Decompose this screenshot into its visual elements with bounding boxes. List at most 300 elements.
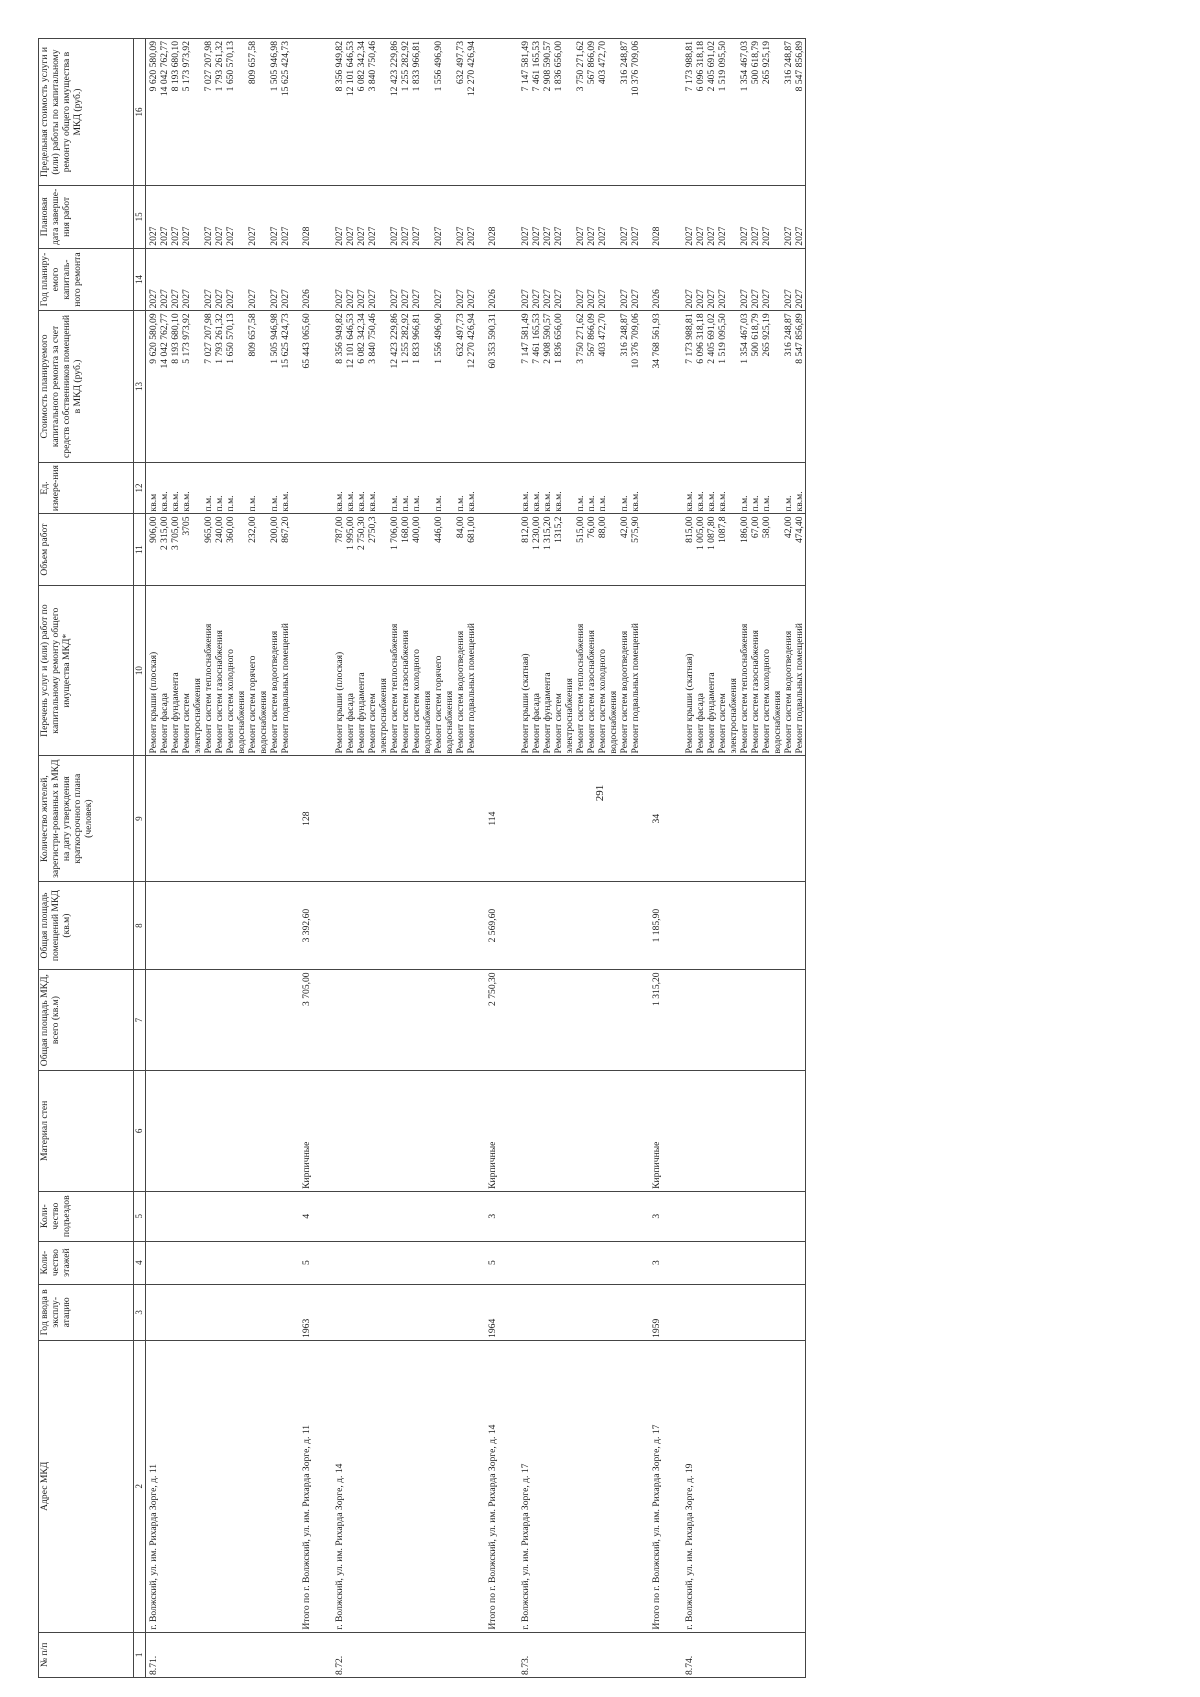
empty-cell	[717, 1241, 739, 1284]
empty-cell	[597, 1241, 619, 1284]
address-empty	[586, 1340, 597, 1632]
row-number: 8.74.	[682, 1632, 695, 1677]
row-number-empty	[739, 1632, 750, 1677]
work-year: 2027	[739, 248, 750, 311]
work-end-date: 2027	[345, 186, 356, 249]
work-name: Ремонт фундамента	[170, 672, 181, 754]
header-year-built: Год ввода в эксплу-атацию	[39, 1284, 134, 1340]
empty-cell	[332, 1241, 345, 1284]
work-cost: 1 833 966,81	[411, 311, 433, 462]
building-entrances: 3	[477, 1191, 518, 1241]
empty-cell	[682, 881, 695, 970]
empty-cell	[280, 756, 291, 881]
empty-cell	[750, 1191, 761, 1241]
work-unit: п.м.	[586, 462, 597, 514]
work-cost: 316 248,87	[619, 311, 630, 462]
empty-cell	[214, 881, 225, 970]
work-year: 2027	[750, 248, 761, 311]
empty-cell	[619, 881, 630, 970]
work-end-date: 2027	[170, 186, 181, 249]
total-empty	[477, 1632, 518, 1677]
row-number-empty	[389, 1632, 400, 1677]
empty-cell	[783, 1070, 794, 1191]
empty-cell	[345, 1284, 356, 1340]
address-empty	[225, 1340, 247, 1632]
work-row	[247, 39, 269, 1678]
work-unit: п.м.	[761, 462, 783, 514]
empty-cell	[389, 1191, 400, 1241]
empty-cell	[280, 1191, 291, 1241]
empty-cell	[225, 756, 247, 881]
total-end-date: 2028	[641, 186, 682, 249]
address-empty	[575, 1340, 586, 1632]
empty-cell	[411, 1070, 433, 1191]
empty-cell	[750, 970, 761, 1070]
work-year: 2027	[203, 248, 214, 311]
empty-cell	[455, 1070, 466, 1191]
header-address: Адрес МКД	[39, 1340, 134, 1632]
work-volume: 1 005,00	[695, 514, 706, 585]
work-name-cell	[411, 585, 433, 756]
column-number: 11	[134, 514, 146, 585]
work-year: 2027	[531, 248, 542, 311]
empty-cell	[531, 970, 542, 1070]
work-row	[400, 39, 411, 1678]
work-limit-cost: 7 147 581,49	[518, 39, 531, 186]
total-empty	[477, 462, 518, 514]
work-year: 2027	[518, 248, 531, 311]
work-year: 2027	[400, 248, 411, 311]
work-year: 2027	[706, 248, 717, 311]
address-empty	[739, 1340, 750, 1632]
work-year: 2027	[794, 248, 806, 311]
work-name-cell	[345, 585, 356, 756]
work-name-continued: водоснабжения	[772, 690, 783, 754]
address-cell: г. Волжский, ул. им. Рихарда Зорге, д. 19	[682, 1340, 695, 1632]
work-end-date: 2027	[783, 186, 794, 249]
work-limit-cost: 9 620 580,09	[146, 39, 160, 186]
work-name-continued: водоснабжения	[236, 690, 247, 754]
empty-cell	[739, 1284, 750, 1340]
work-end-date: 2027	[586, 186, 597, 249]
header-volume: Объем работ	[39, 514, 134, 585]
work-name-cell	[518, 585, 531, 756]
work-volume: 186,00	[739, 514, 750, 585]
work-cost: 9 620 580,09	[146, 311, 160, 462]
total-row	[291, 39, 332, 1678]
work-cost: 14 042 762,77	[159, 311, 170, 462]
work-name-cell	[203, 585, 214, 756]
header-repair-year: Год планиру-емого капиталь-ного ремонта	[39, 248, 134, 311]
empty-cell	[794, 1070, 806, 1191]
row-number-empty	[794, 1632, 806, 1677]
empty-cell	[630, 881, 641, 970]
work-volume: 2 315,00	[159, 514, 170, 585]
empty-cell	[739, 1241, 750, 1284]
work-volume: 400,00	[411, 514, 433, 585]
address-empty	[214, 1340, 225, 1632]
work-volume: 42,00	[783, 514, 794, 585]
header-end-date: Плановая дата заверше-ния работ	[39, 186, 134, 249]
work-limit-cost: 2 908 590,57	[542, 39, 553, 186]
row-number-empty	[466, 1632, 477, 1677]
work-cost: 1 650 570,13	[225, 311, 247, 462]
empty-cell	[695, 756, 706, 881]
work-row	[597, 39, 619, 1678]
work-name-cell	[597, 585, 619, 756]
work-volume: 815,00	[682, 514, 695, 585]
work-unit: кв.м.	[345, 462, 356, 514]
work-unit: кв.м.	[159, 462, 170, 514]
work-year: 2027	[717, 248, 739, 311]
empty-cell	[214, 1241, 225, 1284]
work-volume: 1 995,00	[345, 514, 356, 585]
work-volume: 2 750,30	[356, 514, 367, 585]
empty-cell	[203, 881, 214, 970]
empty-cell	[170, 1191, 181, 1241]
empty-cell	[159, 1284, 170, 1340]
work-cost: 3 840 750,46	[367, 311, 389, 462]
work-volume: 1 230,00	[531, 514, 542, 585]
empty-cell	[706, 1284, 717, 1340]
work-name-cell	[181, 585, 203, 756]
work-end-date: 2027	[247, 186, 269, 249]
empty-cell	[356, 970, 367, 1070]
empty-cell	[433, 1241, 455, 1284]
building-area-rooms: 1 185,90	[641, 881, 682, 970]
row-number-empty	[531, 1632, 542, 1677]
building-floors: 3	[641, 1241, 682, 1284]
work-volume: 1 087,80	[706, 514, 717, 585]
work-name: Ремонт систем	[717, 693, 728, 754]
empty-cell	[433, 1284, 455, 1340]
empty-cell	[203, 1191, 214, 1241]
empty-cell	[181, 756, 203, 881]
empty-cell	[750, 1284, 761, 1340]
work-end-date: 2027	[630, 186, 641, 249]
work-unit: п.м.	[575, 462, 586, 514]
work-year: 2027	[682, 248, 695, 311]
work-name: Ремонт систем газоснабжения	[400, 630, 411, 754]
building-year: 1964	[477, 1284, 518, 1340]
work-row	[280, 39, 291, 1678]
work-row	[332, 39, 345, 1678]
work-name-cell	[356, 585, 367, 756]
work-name-cell	[389, 585, 400, 756]
work-volume: 58,00	[761, 514, 783, 585]
empty-cell	[783, 1241, 794, 1284]
row-number-empty	[433, 1632, 455, 1677]
work-cost: 6 082 342,34	[356, 311, 367, 462]
empty-cell	[682, 970, 695, 1070]
work-year: 2027	[225, 248, 247, 311]
work-end-date: 2027	[181, 186, 203, 249]
empty-cell	[542, 1191, 553, 1241]
empty-cell	[619, 1241, 630, 1284]
total-empty	[291, 514, 332, 585]
work-limit-cost: 1 556 496,90	[433, 39, 455, 186]
work-volume: 787,00	[332, 514, 345, 585]
work-cost: 500 618,79	[750, 311, 761, 462]
empty-cell	[586, 1191, 597, 1241]
empty-cell	[619, 1284, 630, 1340]
empty-cell	[247, 756, 269, 881]
empty-cell	[146, 970, 160, 1070]
work-limit-cost: 1 833 966,81	[411, 39, 433, 186]
work-volume: 232,00	[247, 514, 269, 585]
empty-cell	[225, 1070, 247, 1191]
work-row	[518, 39, 531, 1678]
empty-cell	[750, 756, 761, 881]
work-end-date: 2027	[466, 186, 477, 249]
work-year: 2027	[761, 248, 783, 311]
work-cost: 1 354 467,03	[739, 311, 750, 462]
empty-cell	[367, 1070, 389, 1191]
empty-cell	[181, 1241, 203, 1284]
empty-cell	[269, 1070, 280, 1191]
empty-cell	[214, 756, 225, 881]
work-name: Ремонт систем водоотведения	[783, 630, 794, 754]
empty-cell	[400, 970, 411, 1070]
empty-cell	[345, 881, 356, 970]
column-number: 7	[134, 970, 146, 1070]
empty-cell	[597, 881, 619, 970]
work-cost: 1 793 261,32	[214, 311, 225, 462]
column-number: 6	[134, 1070, 146, 1191]
empty-cell	[332, 970, 345, 1070]
work-name: Ремонт систем водоотведения	[455, 630, 466, 754]
empty-cell	[181, 881, 203, 970]
work-limit-cost: 632 497,73	[455, 39, 466, 186]
work-year: 2027	[356, 248, 367, 311]
work-limit-cost: 1 505 946,98	[269, 39, 280, 186]
repair-plan-table	[38, 38, 806, 1678]
page-number: 291	[594, 784, 606, 802]
column-number: 16	[134, 39, 146, 186]
empty-cell	[586, 1241, 597, 1284]
work-volume: 240,00	[214, 514, 225, 585]
work-name-cell	[466, 585, 477, 756]
empty-cell	[433, 1070, 455, 1191]
address-empty	[433, 1340, 455, 1632]
work-row	[761, 39, 783, 1678]
work-year: 2027	[280, 248, 291, 311]
empty-cell	[542, 756, 553, 881]
work-end-date: 2027	[695, 186, 706, 249]
work-name-cell	[214, 585, 225, 756]
work-volume: 681,00	[466, 514, 477, 585]
work-cost: 7 027 207,98	[203, 311, 214, 462]
work-name: Ремонт систем газоснабжения	[750, 630, 761, 754]
work-row	[214, 39, 225, 1678]
address-empty	[761, 1340, 783, 1632]
address-empty	[531, 1340, 542, 1632]
work-cost: 6 096 318,18	[695, 311, 706, 462]
work-name: Ремонт систем теплоснабжения	[575, 623, 586, 754]
work-name: Ремонт систем горячего	[433, 655, 444, 754]
empty-cell	[400, 1191, 411, 1241]
empty-cell	[695, 1070, 706, 1191]
work-end-date: 2027	[280, 186, 291, 249]
empty-cell	[356, 881, 367, 970]
work-row	[269, 39, 280, 1678]
work-name: Ремонт крыши (плоская)	[334, 651, 345, 754]
work-end-date: 2027	[203, 186, 214, 249]
empty-cell	[553, 756, 575, 881]
empty-cell	[518, 1070, 531, 1191]
empty-cell	[411, 881, 433, 970]
work-end-date: 2027	[575, 186, 586, 249]
empty-cell	[682, 1241, 695, 1284]
work-cost: 5 173 973,92	[181, 311, 203, 462]
empty-cell	[433, 881, 455, 970]
empty-cell	[332, 1070, 345, 1191]
work-unit: п.м.	[389, 462, 400, 514]
work-name: Ремонт систем холодного	[411, 649, 422, 754]
empty-cell	[367, 756, 389, 881]
work-limit-cost: 5 173 973,92	[181, 39, 203, 186]
empty-cell	[225, 1191, 247, 1241]
header-wall-material: Материал стен	[39, 1070, 134, 1191]
total-row	[477, 39, 518, 1678]
column-number: 14	[134, 248, 146, 311]
empty-cell	[794, 756, 806, 881]
work-name: Ремонт систем газоснабжения	[586, 630, 597, 754]
work-row	[356, 39, 367, 1678]
empty-cell	[553, 881, 575, 970]
empty-cell	[761, 970, 783, 1070]
work-unit: кв.м.	[717, 462, 739, 514]
work-limit-cost: 3 750 271,62	[575, 39, 586, 186]
row-number: 8.72.	[332, 1632, 345, 1677]
address-empty	[269, 1340, 280, 1632]
empty-cell	[269, 881, 280, 970]
work-row	[531, 39, 542, 1678]
work-name-cell	[433, 585, 455, 756]
work-name-cell	[247, 585, 269, 756]
work-limit-cost: 1 650 570,13	[225, 39, 247, 186]
work-year: 2027	[170, 248, 181, 311]
work-volume: 446,00	[433, 514, 455, 585]
empty-cell	[542, 1241, 553, 1284]
header-floors: Коли-чество этажей	[39, 1241, 134, 1284]
empty-cell	[356, 1284, 367, 1340]
column-number: 3	[134, 1284, 146, 1340]
header-area-rooms: Общая площадь помещений МКД (кв.м)	[39, 881, 134, 970]
row-number-empty	[630, 1632, 641, 1677]
empty-cell	[146, 1284, 160, 1340]
work-name: Ремонт систем водоотведения	[619, 630, 630, 754]
work-name-cell	[706, 585, 717, 756]
work-cost: 7 147 581,49	[518, 311, 531, 462]
work-end-date: 2027	[159, 186, 170, 249]
work-volume: 2750,3	[367, 514, 389, 585]
empty-cell	[466, 1284, 477, 1340]
work-name-cell	[619, 585, 630, 756]
address-empty	[783, 1340, 794, 1632]
work-limit-cost: 316 248,87	[783, 39, 794, 186]
empty-cell	[400, 1070, 411, 1191]
work-unit: п.м.	[400, 462, 411, 514]
empty-cell	[531, 1070, 542, 1191]
work-end-date: 2027	[619, 186, 630, 249]
empty-cell	[706, 970, 717, 1070]
work-name-cell	[225, 585, 247, 756]
work-volume: 168,00	[400, 514, 411, 585]
empty-cell	[750, 1070, 761, 1191]
building-entrances: 4	[291, 1191, 332, 1241]
work-end-date: 2027	[739, 186, 750, 249]
header-unit: Ед. измере-ния	[39, 462, 134, 514]
empty-cell	[761, 1241, 783, 1284]
empty-cell	[411, 1284, 433, 1340]
work-end-date: 2027	[332, 186, 345, 249]
work-cost: 12 101 646,53	[345, 311, 356, 462]
empty-cell	[783, 881, 794, 970]
empty-cell	[455, 881, 466, 970]
row-number-empty	[225, 1632, 247, 1677]
work-end-date: 2027	[367, 186, 389, 249]
work-name-continued: электроснабжения	[564, 678, 575, 754]
empty-cell	[682, 1191, 695, 1241]
work-volume: 867,20	[280, 514, 291, 585]
work-limit-cost: 316 248,87	[619, 39, 630, 186]
work-row	[619, 39, 630, 1678]
empty-cell	[619, 1070, 630, 1191]
work-year: 2027	[586, 248, 597, 311]
work-cost: 10 376 709,06	[630, 311, 641, 462]
empty-cell	[345, 1070, 356, 1191]
empty-cell	[466, 1070, 477, 1191]
work-name: Ремонт подвальных помещений	[466, 623, 477, 754]
work-limit-cost: 7 027 207,98	[203, 39, 214, 186]
building-residents: 34	[641, 756, 682, 881]
building-area-total: 2 750,30	[477, 970, 518, 1070]
address-cell: г. Волжский, ул. им. Рихарда Зорге, д. 11	[146, 1340, 160, 1632]
work-name-cell	[553, 585, 575, 756]
work-name: Ремонт фундамента	[356, 672, 367, 754]
empty-cell	[455, 970, 466, 1070]
work-volume: 965,00	[203, 514, 214, 585]
work-unit: п.м.	[433, 462, 455, 514]
row-number: 8.71.	[146, 1632, 160, 1677]
work-limit-cost: 10 376 709,06	[630, 39, 641, 186]
work-unit: кв.м.	[706, 462, 717, 514]
empty-cell	[739, 881, 750, 970]
work-unit: кв.м	[146, 462, 160, 514]
work-name-continued: водоснабжения	[258, 690, 269, 754]
row-number-empty	[247, 1632, 269, 1677]
address-empty	[170, 1340, 181, 1632]
empty-cell	[794, 1284, 806, 1340]
total-cost: 34 768 561,93	[641, 311, 682, 462]
empty-cell	[389, 1284, 400, 1340]
empty-cell	[761, 1284, 783, 1340]
empty-cell	[345, 1191, 356, 1241]
empty-cell	[706, 1241, 717, 1284]
empty-cell	[280, 1070, 291, 1191]
empty-cell	[411, 970, 433, 1070]
empty-cell	[214, 970, 225, 1070]
empty-cell	[146, 1241, 160, 1284]
total-year: 2026	[641, 248, 682, 311]
header-works: Перечень услуг и (или) работ по капитальному ремонту общего имущества МКД*	[39, 585, 134, 756]
building-residents: 114	[477, 756, 518, 881]
work-limit-cost: 6 082 342,34	[356, 39, 367, 186]
empty-cell	[619, 756, 630, 881]
work-cost: 1 556 496,90	[433, 311, 455, 462]
work-name-cell	[575, 585, 586, 756]
